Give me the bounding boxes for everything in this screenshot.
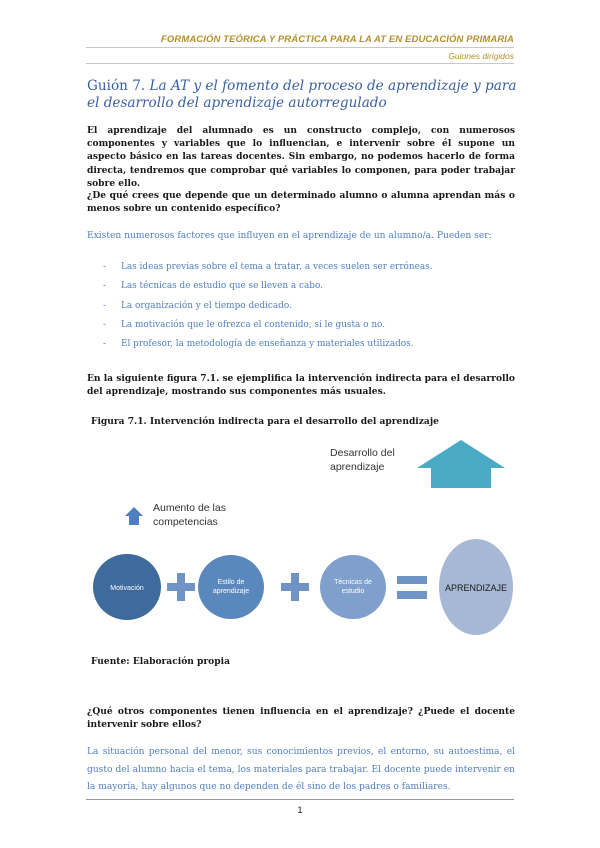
plus-icon-2-v <box>291 573 299 601</box>
small-arrow-label-2: competencias <box>153 516 218 528</box>
big-arrow-label-2: aprendizaje <box>330 461 385 473</box>
figure-caption: Figura 7.1. Intervención indirecta para el desarrollo del aprendizaje <box>91 416 439 427</box>
list-item-text: Las técnicas de estudio que se lleven a cabo. <box>121 281 323 292</box>
factors-list <box>103 262 433 358</box>
figure-intro: En la siguiente figura 7.1. se ejemplifica la intervención indirecta para el desarrollo del aprendizaje, mostrando sus componentes más usuales. <box>87 373 515 398</box>
intro-paragraph: El aprendizaje del alumnado es un constructo complejo, con numerosos componentes y variables que lo influencian, e intervenir sobre él supone un aspecto básico en las tareas docentes. Sin embargo, no podemos hacerlo de forma directa, tendremos que comprobar qué variables lo componen, para poder trabajar sobre ello. <box>87 125 515 189</box>
list-dash: - <box>103 300 106 311</box>
equals-icon <box>397 576 427 584</box>
list-dash: - <box>103 319 106 330</box>
list-item <box>103 339 433 358</box>
big-arrow-label: Desarrollo del <box>330 447 395 459</box>
list-item <box>103 301 433 320</box>
header-divider-2 <box>86 63 514 64</box>
figure-source: Fuente: Elaboración propia <box>91 656 230 667</box>
list-item <box>103 262 433 281</box>
list-item-text: La motivación que le ofrezca el contenido, si le gusta o no. <box>121 319 386 330</box>
result-label: APRENDIZAJE <box>444 583 508 593</box>
list-item-text: El profesor, la metodología de enseñanza y materiales utilizados. <box>121 339 414 350</box>
page-number: 1 <box>297 805 303 815</box>
title-text: La AT y el fomento del proceso de aprendizaje y para el desarrollo del aprendizaje autorregulado <box>87 78 517 111</box>
list-item <box>103 281 433 300</box>
list-item-text: La organización y el tiempo dedicado. <box>121 300 292 311</box>
question-2: ¿Qué otros componentes tienen influencia en el aprendizaje? ¿Puede el docente intervenir sobre ellos? <box>87 706 515 731</box>
answer-2: La situación personal del menor, sus conocimientos previos, el entorno, su autoestima, el gusto del alumno hacia el tema, los materiales para trabajar. El docente puede intervenir en la mayoría, hay algunos que no dependen de él sino de los padres o familiares. <box>87 747 515 792</box>
page-title <box>87 78 527 112</box>
plus-icon-v <box>177 573 185 601</box>
list-dash: - <box>103 262 106 272</box>
small-arrow-label: Aumento de las <box>153 502 226 514</box>
list-item-text: Las ideas previas sobre el tema a tratar, a veces suelen ser erróneas. <box>121 262 433 272</box>
circle-tecnicas-label-2: estudio <box>341 588 365 595</box>
header-divider <box>86 47 514 48</box>
list-dash: - <box>103 281 106 292</box>
list-item <box>103 320 433 339</box>
header-title: FORMACIÓN TEÓRICA Y PRÁCTICA PARA LA AT EN EDUCACIÓN PRIMARIA <box>160 34 514 45</box>
header-subtitle: Guiones dirigidos <box>448 51 514 61</box>
circle-tecnicas-label: Técnicas de <box>334 579 372 586</box>
question-1: ¿De qué crees que depende que un determinado alumno o alumna aprendan más o menos sobre un contenido específico? <box>87 190 515 215</box>
learning-diagram <box>87 440 517 650</box>
circle-estilo <box>198 555 264 619</box>
footer-divider <box>86 799 514 800</box>
title-prefix: Guión 7. <box>87 78 150 94</box>
circle-tecnicas <box>320 555 386 619</box>
small-up-arrow-icon <box>125 507 143 525</box>
circle-estilo-label-2: aprendizaje <box>212 588 250 595</box>
list-dash: - <box>103 339 106 350</box>
big-up-arrow-icon <box>417 440 505 488</box>
answer-1: Existen numerosos factores que influyen en el aprendizaje de un alumno/a. Pueden ser: <box>87 231 492 241</box>
circle-motivacion-label: Motivación <box>110 585 144 592</box>
circle-estilo-label: Estilo de <box>217 579 245 586</box>
equals-icon-2 <box>397 591 427 599</box>
